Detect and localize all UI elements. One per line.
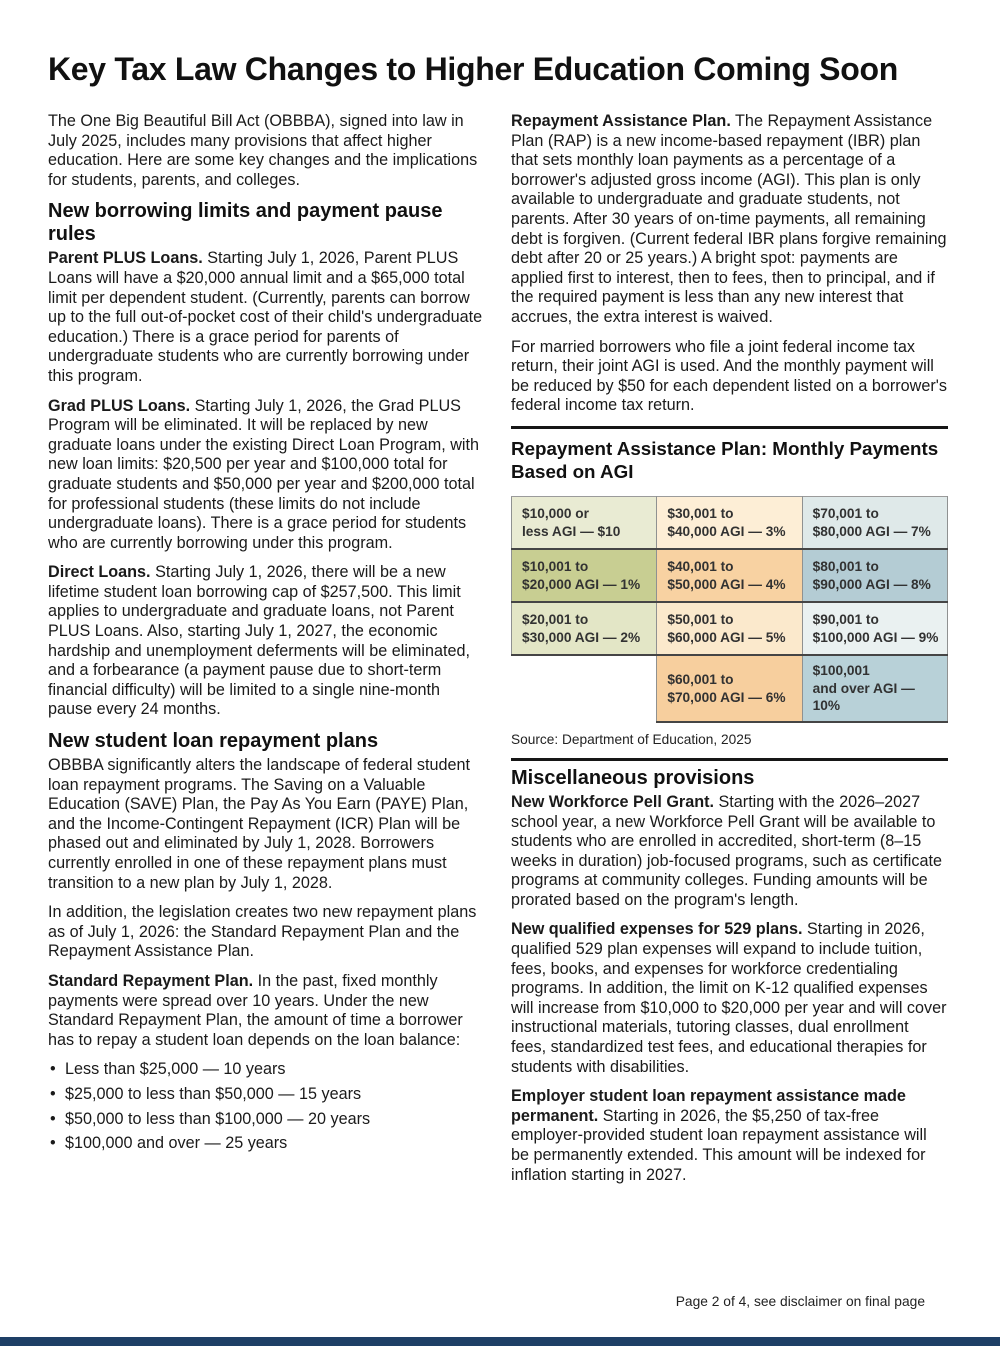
table-cell-line1: $90,001 to <box>812 612 879 628</box>
source-note: Source: Department of Education, 2025 <box>511 731 752 747</box>
table-cell-line2: less AGI — $10 <box>522 523 621 539</box>
page-footer: Page 2 of 4, see disclaimer on final page <box>675 1294 925 1309</box>
table-cell-line2: $20,000 AGI — 1% <box>522 576 641 592</box>
table-cell-line1: $60,001 to <box>667 672 734 688</box>
table-cell <box>802 602 947 655</box>
list-item: • $50,000 to less than $100,000 — 20 years <box>48 1110 485 1130</box>
section-heading-miscellaneous: Miscellaneous provisions <box>511 766 755 789</box>
section-heading-borrowing-limits: New borrowing limits and payment pause rules <box>48 200 443 246</box>
paragraph-529-plans <box>511 920 948 1077</box>
table-cell-line1: $50,001 to <box>667 612 734 628</box>
list-item: • Less than $25,000 — 10 years <box>48 1060 485 1080</box>
paragraph-lead: Standard Repayment Plan. <box>48 971 254 990</box>
table-cell-line1: $10,000 or <box>522 506 589 522</box>
paragraph-text: Starting July 1, 2026, the Grad PLUS Program will be eliminated. It will be replaced by new graduate loans under the existing Direct Loan Program, with new loan limits: $20,500 per year and $100,000 total for graduate students and $50,000 per year and $200,000 total for professional students (these limits do not include undergraduate loans). There is a grace period for students who are currently borrowing under this program. <box>48 396 480 552</box>
paragraph-lead: Repayment Assistance Plan. <box>511 112 731 130</box>
table-cell <box>512 549 657 602</box>
paragraph-lead: Parent PLUS Loans. <box>48 249 203 268</box>
paragraph-obbba-alters: OBBBA significantly alters the landscape of federal student loan repayment programs. The Saving on a Valuable Education (SAVE) Plan, the Pay As You Earn (PAYE) Plan, and the Income-Contingent Repayment (ICR) Plan will be phased out and eliminated by July 1, 2028. Borrowers currently enrolled in one of these repayment plans must transition to a new plan by July 1, 2028. <box>48 756 471 892</box>
section-heading-repayment-plans: New student loan repayment plans <box>48 730 379 753</box>
section-rule-top <box>511 426 948 429</box>
paragraph-text: Starting July 1, 2026, there will be a new lifetime student loan borrowing cap of $257,500. This limit applies to undergraduate and graduate loans, not Parent PLUS Loans. Also, starting July 1, 2027, the economic hardship and unemployment deferments will be eliminated, and a forbearance (a payment pause due to short-term financial difficulty) will be limited to a single nine-month pause every 24 months. <box>48 563 471 719</box>
paragraph-text: Starting in 2026, the $5,250 of tax-free employer-provided student loan repayment assistance will be permanently extended. This amount will be indexed for inflation starting in 2027. <box>511 1106 927 1184</box>
paragraph-two-new-plans: In addition, the legislation creates two new repayment plans as of July 1, 2026: the Standard Repayment Plan and the Repayment Assistance Plan. <box>48 903 477 961</box>
table-row <box>512 549 948 602</box>
table-cell <box>657 655 802 722</box>
table-cell-line2: $100,000 AGI — 9% <box>812 629 939 645</box>
footer-bar <box>0 1337 1000 1346</box>
paragraph-text: Starting in 2026, qualified 529 plan expenses will expand to include tuition, fees, books, and expenses for workforce credentialing programs. In addition, the limit on K-12 qualified expenses will increase from $10,000 to $20,000 per year and will cover instructional materials, tutoring classes, dual enrollment fees, standardized test fees, and educational therapies for students with disabilities. <box>511 920 947 1076</box>
paragraph-text: In the past, fixed monthly payments were spread over 10 years. Under the new Standard Repayment Plan, the amount of time a borrower has to repay a student loan depends on the loan balance: <box>48 971 463 1049</box>
table-cell-line1: $30,001 to <box>667 506 734 522</box>
table-cell <box>512 496 657 549</box>
table-cell <box>802 655 947 722</box>
two-column-layout <box>48 112 948 1195</box>
table-row <box>512 496 948 549</box>
table-cell-line2: $30,000 AGI — 2% <box>522 629 641 645</box>
table-cell-line1: $40,001 to <box>667 559 734 575</box>
table-cell <box>657 496 802 549</box>
table-cell-line1: $20,001 to <box>522 612 589 628</box>
table-cell-line1: $10,001 to <box>522 559 589 575</box>
table-cell-line2: $50,000 AGI — 4% <box>667 576 786 592</box>
paragraph-direct-loans <box>48 563 485 720</box>
section-rule-bottom <box>511 758 948 761</box>
bullet-list-loan-terms <box>48 1060 485 1153</box>
left-column <box>48 112 485 1195</box>
table-cell-line2: $40,000 AGI — 3% <box>667 523 786 539</box>
table-cell-line1: $70,001 to <box>812 506 879 522</box>
table-cell-line1: $100,001 <box>812 663 870 679</box>
paragraph-lead: Employer student loan repayment assistance made permanent. <box>511 1087 906 1125</box>
paragraph-text: The Repayment Assistance Plan (RAP) is a new income-based repayment (IBR) plan that sets monthly loan payments as a percentage of a borrower's adjusted gross income (AGI). This plan is only available to undergraduate and graduate students, not parents. After 30 years of on-time payments, all remaining debt is forgiven. (Current federal IBR plans forgive remaining debt after 20 or 25 years.) A bright spot: payments are applied first to interest, then to fees, then to principal, and if the required payment is less than any new interest that accrues, the extra interest is waived. <box>511 112 947 326</box>
table-cell-line2: and over AGI — 10% <box>812 680 915 714</box>
table-cell <box>657 549 802 602</box>
paragraph-lead: New qualified expenses for 529 plans. <box>511 920 803 939</box>
table-cell-line2: $70,000 AGI — 6% <box>667 689 786 705</box>
page-title: Key Tax Law Changes to Higher Education Coming Soon <box>48 51 898 87</box>
paragraph-grad-plus <box>48 397 485 554</box>
agi-payment-table <box>511 496 948 723</box>
table-cell-line2: $80,000 AGI — 7% <box>812 523 931 539</box>
paragraph-lead: Direct Loans. <box>48 563 151 582</box>
paragraph-employer-assistance <box>511 1087 948 1185</box>
table-cell <box>802 549 947 602</box>
paragraph-text: Starting with the 2026–2027 school year, a new Workforce Pell Grant will be available to students who are enrolled in accredited, short-term (8–15 weeks in duration) job-focused programs, such as certificate programs at community colleges. Funding amounts will be prorated based on the program's length. <box>511 792 942 909</box>
list-item: • $100,000 and over — 25 years <box>48 1134 485 1154</box>
table-cell-line1: $80,001 to <box>812 559 879 575</box>
table-title: Repayment Assistance Plan: Monthly Payments Based on AGI <box>511 437 939 482</box>
paragraph-married-borrowers: For married borrowers who file a joint federal income tax return, their joint AGI is used. And the monthly payment will be reduced by $50 for each dependent listed on a borrower's federal income tax return. <box>511 337 947 415</box>
table-cell <box>657 602 802 655</box>
paragraph-lead: Grad PLUS Loans. <box>48 396 191 415</box>
intro-paragraph: The One Big Beautiful Bill Act (OBBBA), signed into law in July 2025, includes many provisions that affect higher education. Here are some key changes and the implications for students, parents, and colleges. <box>48 112 478 189</box>
table-cell <box>802 496 947 549</box>
list-item: • $25,000 to less than $50,000 — 15 years <box>48 1085 485 1105</box>
table-cell-empty <box>512 655 657 722</box>
right-column <box>511 112 948 1195</box>
paragraph-parent-plus <box>48 249 485 386</box>
table-cell-line2: $60,000 AGI — 5% <box>667 629 786 645</box>
table-cell-line2: $90,000 AGI — 8% <box>812 576 931 592</box>
paragraph-rap <box>511 112 948 328</box>
table-row <box>512 655 948 722</box>
table-cell <box>512 602 657 655</box>
paragraph-text: Starting July 1, 2026, Parent PLUS Loans will have a $20,000 annual limit and a $65,000 total limit per dependent student. (Currently, parents can borrow up to the full out-of-pocket cost of their child's undergraduate education.) There is a grace period for parents of undergraduate students who are currently borrowing under this program. <box>48 249 483 385</box>
paragraph-lead: New Workforce Pell Grant. <box>511 792 714 811</box>
paragraph-standard-repayment <box>48 972 485 1050</box>
table-row <box>512 602 948 655</box>
paragraph-workforce-pell <box>511 793 948 911</box>
